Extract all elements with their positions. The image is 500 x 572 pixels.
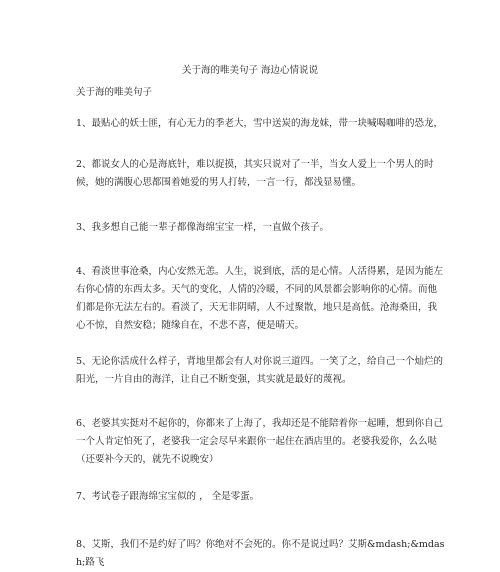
paragraph-3: 3、我多想自己能一辈子都像海绵宝宝一样，一直做个孩子。 [76, 222, 330, 233]
section-subtitle: 关于海的唯美句子 [76, 87, 153, 98]
paragraph-1: 1、最贴心的妖士匪，有心无力的季老大，雪中送炭的海龙妹，带一块喊喝咖啡的恐龙， [76, 118, 444, 129]
paragraph-6: 6、老婆其实挺对不起你的，你都来了上海了，我却还是不能陪着你一起睡，想到你自己一个人肯定怕死了，老婆我一定会尽早来跟你一起住在酒店里的。老婆我爱你，么么哒（还要补今天的，就先不说晚安） [76, 418, 444, 465]
paragraph-5: 5、无论你活成什么样子，背地里都会有人对你说三道四。一笑了之，给自己一个灿烂的阳光，一片自由的海洋，让自己不断变强，其实就是最好的蔑视。 [76, 356, 444, 385]
paragraph-2: 2、都说女人的心是海底针，难以捉摸，其实只说对了一半，当女人爱上一个男人的时候，她的满腹心思都围着她爱的男人打转，一言一行，都浅显易懂。 [76, 159, 434, 188]
paragraph-8: 8、艾斯，我们不是约好了吗？你绝对不会死的。你不是说过吗？艾斯&mdash;&mdash;路飞 [76, 539, 445, 568]
paragraph-7: 7、考试卷子跟海绵宝宝似的 ， 全是零蛋。 [76, 491, 260, 502]
page-title: 关于海的唯美句子 海边心情说说 [181, 65, 319, 76]
paragraph-4: 4、看淡世事沧桑，内心安然无恙。人生，说到底，活的是心情。人活得累，是因为能左右你心情的东西太多。天气的变化，人情的冷暖，不同的风景都会影响你的心情。而他们都是你无法左右的。看淡了，天无非阴晴，人不过聚散，地只是高低。沧海桑田，我心不惊，自然安稳；随缘自在，不悲不喜，便是晴天。 [76, 266, 444, 331]
